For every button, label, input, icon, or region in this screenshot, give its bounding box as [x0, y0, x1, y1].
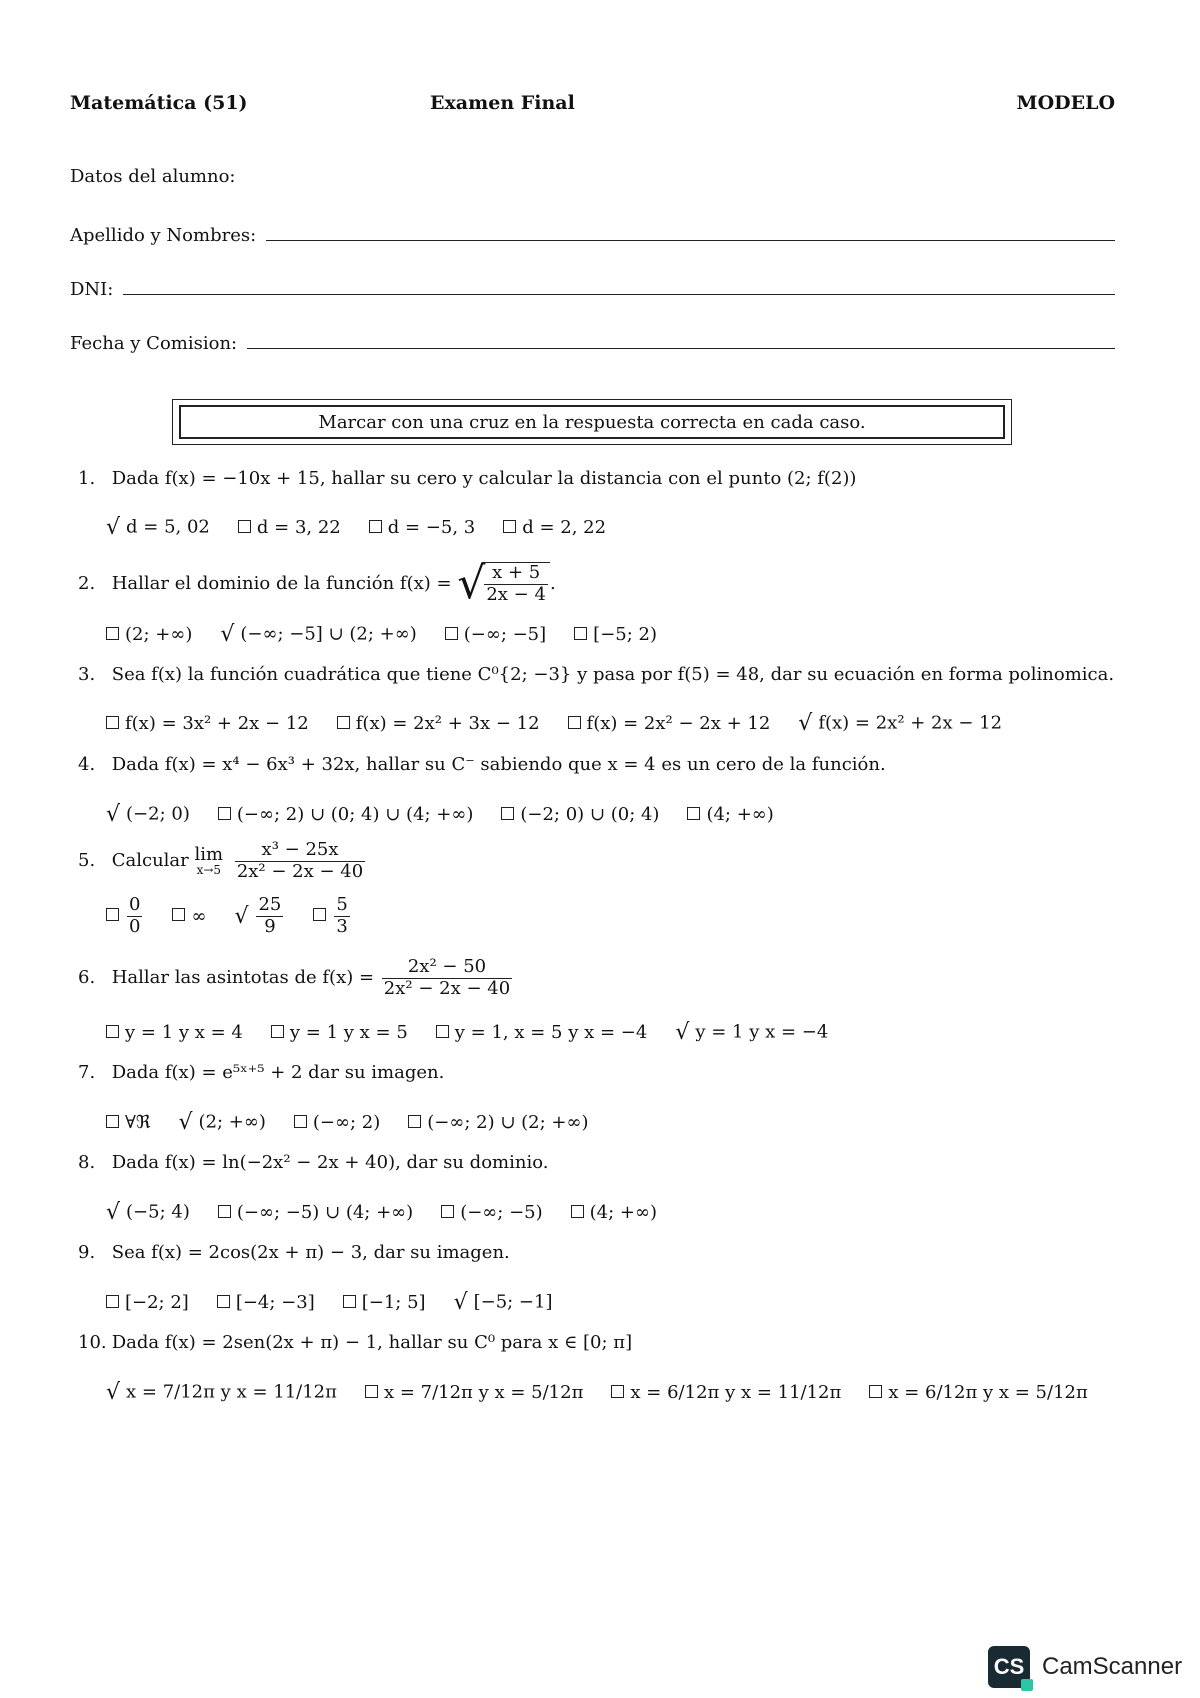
answer-option[interactable] [234, 895, 285, 937]
option-text: (−5; 4) [126, 1201, 190, 1223]
fraction-numerator: 2x² − 50 [382, 957, 512, 979]
checkbox-icon[interactable] [106, 1025, 119, 1038]
answer-option[interactable] [675, 1020, 828, 1045]
question-4 [78, 754, 886, 775]
answer-option[interactable] [408, 1112, 588, 1133]
checkbox-icon[interactable] [343, 1295, 356, 1308]
options-10 [106, 1380, 1116, 1405]
question-7 [78, 1062, 444, 1083]
checkbox-icon[interactable] [217, 1295, 230, 1308]
answer-option[interactable] [106, 1112, 151, 1133]
checkbox-icon[interactable] [503, 520, 516, 533]
answer-option[interactable] [106, 1022, 243, 1043]
checkbox-icon[interactable] [271, 1025, 284, 1038]
option-text: d = 2, 22 [522, 517, 607, 538]
option-text: f(x) = 3x² + 2x − 12 [125, 713, 309, 734]
options-8 [106, 1200, 685, 1225]
radical-icon: √ [457, 558, 486, 609]
check-icon[interactable]: √ [798, 711, 813, 736]
option-text: ∀ℜ [125, 1112, 151, 1133]
limit-subscript: x→5 [196, 863, 222, 878]
question-10 [78, 1332, 632, 1353]
check-icon[interactable]: √ [106, 802, 121, 827]
option-text: ∞ [191, 905, 207, 927]
question-number: 8. [78, 1152, 96, 1173]
option-text: [−2; 2] [125, 1292, 189, 1313]
question-number: 1. [78, 468, 96, 489]
instruction-text: Marcar con una cruz en la respuesta correcta en cada caso. [179, 405, 1005, 439]
question-1 [78, 468, 856, 489]
answer-option[interactable] [238, 517, 341, 538]
dni-label: DNI: [70, 279, 114, 300]
sqrt-expression [457, 558, 550, 609]
question-text: Dada f(x) = x⁴ − 6x³ + 32x, hallar su C⁻ sabiendo que x = 4 es un cero de la función. [111, 754, 886, 775]
question-text: Dada f(x) = 2sen(2x + π) − 1, hallar su C⁰ para x ∈ [0; π] [111, 1332, 633, 1353]
dni-field[interactable] [70, 270, 1115, 300]
answer-option[interactable] [571, 1202, 657, 1223]
option-text: (4; +∞) [589, 1202, 657, 1223]
checkbox-icon[interactable] [294, 1115, 307, 1128]
check-icon[interactable]: √ [178, 1110, 193, 1135]
checkbox-icon[interactable] [445, 627, 458, 640]
option-text: (−2; 0) ∪ (0; 4) [520, 804, 660, 825]
checkbox-icon[interactable] [568, 716, 581, 729]
checkbox-icon[interactable] [611, 1385, 624, 1398]
options-5 [106, 895, 380, 937]
option-text: (−∞; −5) [460, 1202, 543, 1223]
question-8 [78, 1152, 548, 1173]
check-icon[interactable]: √ [220, 622, 235, 647]
option-text: (−∞; 2) [312, 1112, 381, 1133]
options-6 [106, 1020, 856, 1045]
answer-option[interactable] [220, 622, 416, 647]
answer-option[interactable] [369, 517, 475, 538]
answer-option[interactable] [365, 1382, 583, 1403]
name-line[interactable] [266, 239, 1115, 241]
fraction-denominator: 2x² − 2x − 40 [236, 860, 364, 882]
camscanner-logo-icon: CS [988, 1646, 1030, 1688]
answer-option[interactable] [343, 1292, 426, 1313]
checkbox-icon[interactable] [313, 908, 326, 921]
option-text: (−∞; −5] ∪ (2; +∞) [240, 623, 417, 645]
option-text: x = 7/12π y x = 5/12π [383, 1382, 584, 1403]
option-text: y = 1 y x = 4 [125, 1022, 243, 1043]
option-text: f(x) = 2x² + 3x − 12 [355, 713, 540, 734]
option-text: [−1; 5] [361, 1292, 426, 1313]
answer-option[interactable] [106, 1200, 190, 1225]
checkbox-icon[interactable] [369, 520, 382, 533]
dni-line[interactable] [123, 293, 1115, 295]
checkbox-icon[interactable] [441, 1205, 454, 1218]
question-number: 4. [78, 754, 96, 775]
answer-option[interactable] [337, 713, 540, 734]
fraction-denominator: 2x − 4 [486, 584, 546, 605]
question-6 [78, 957, 514, 999]
option-text: (−2; 0) [126, 803, 190, 825]
question-text: Sea f(x) = 2cos(2x + π) − 3, dar su imagen. [111, 1242, 510, 1263]
options-4 [106, 802, 802, 827]
question-text: Dada f(x) = ln(−2x² − 2x + 40), dar su dominio. [111, 1152, 549, 1173]
exam-header [70, 92, 1115, 122]
question-number: 6. [78, 967, 96, 989]
option-text: x = 6/12π y x = 5/12π [888, 1382, 1088, 1403]
answer-option[interactable] [106, 515, 210, 540]
check-icon[interactable]: √ [106, 1200, 121, 1225]
option-text: (−∞; −5) ∪ (4; +∞) [236, 1202, 414, 1223]
option-text: $\frac{0}{0}$ [129, 894, 141, 937]
answer-option[interactable] [172, 906, 206, 927]
checkbox-icon[interactable] [365, 1385, 378, 1398]
question-5 [78, 840, 367, 882]
answer-option[interactable] [798, 711, 1002, 736]
answer-option[interactable] [218, 804, 474, 825]
option-text: [−4; −3] [235, 1292, 315, 1313]
camscanner-watermark [988, 1646, 1182, 1688]
camscanner-text: CamScanner [1042, 1653, 1183, 1680]
answer-option[interactable] [106, 1380, 337, 1405]
options-7 [106, 1110, 617, 1135]
option-text: (−∞; −5] [463, 624, 547, 645]
options-9 [106, 1290, 581, 1315]
exam-title: Examen Final [430, 92, 575, 114]
checkbox-icon[interactable] [106, 1115, 119, 1128]
options-2 [106, 622, 685, 647]
option-text: [−5; −1] [473, 1291, 553, 1313]
student-data-title: Datos del alumno: [70, 166, 236, 187]
option-text: y = 1 y x = −4 [695, 1021, 829, 1043]
fraction-numerator: x³ − 25x [235, 840, 365, 862]
exam-page [70, 0, 1115, 1698]
checkbox-icon[interactable] [501, 807, 514, 820]
answer-option[interactable] [217, 1292, 315, 1313]
option-text: [−5; 2) [593, 624, 657, 645]
answer-option[interactable] [441, 1202, 542, 1223]
question-text: Dada f(x) = e⁵ˣ⁺⁵ + 2 dar su imagen. [111, 1062, 445, 1083]
checkbox-icon[interactable] [436, 1025, 449, 1038]
question-number: 5. [78, 850, 96, 872]
answer-option[interactable] [179, 1110, 266, 1135]
answer-option[interactable] [106, 1292, 189, 1313]
date-label: Fecha y Comision: [70, 333, 238, 354]
fraction-denominator: 2x² − 2x − 40 [383, 977, 511, 999]
answer-option[interactable] [218, 1202, 413, 1223]
answer-option[interactable] [106, 624, 192, 645]
answer-option[interactable] [687, 804, 773, 825]
checkbox-icon[interactable] [218, 807, 231, 820]
answer-option[interactable] [869, 1382, 1087, 1403]
question-number: 3. [78, 664, 96, 685]
checkbox-icon[interactable] [571, 1205, 584, 1218]
check-icon[interactable]: √ [106, 515, 121, 540]
option-text: d = −5, 3 [387, 517, 476, 538]
checkbox-icon[interactable] [408, 1115, 421, 1128]
date-line[interactable] [247, 347, 1115, 349]
check-icon[interactable]: √ [106, 1380, 121, 1405]
answer-option[interactable] [106, 895, 144, 937]
answer-option[interactable] [568, 713, 771, 734]
question-3 [78, 664, 1114, 685]
question-text: Sea f(x) la función cuadrática que tiene C⁰{2; −3} y pasa por f(5) = 48, dar su ecuación en forma polinomica. [111, 664, 1115, 685]
option-text: d = 5, 02 [126, 516, 210, 538]
answer-option[interactable] [454, 1290, 553, 1315]
checkbox-icon[interactable] [106, 908, 119, 921]
option-text: x = 6/12π y x = 11/12π [630, 1382, 842, 1403]
instruction-box [172, 399, 1012, 445]
checkbox-icon[interactable] [106, 716, 119, 729]
check-icon[interactable]: √ [234, 903, 249, 929]
name-label: Apellido y Nombres: [70, 225, 257, 246]
option-text: f(x) = 2x² − 2x + 12 [586, 713, 771, 734]
question-number: 10. [78, 1332, 107, 1353]
option-text: x = 7/12π y x = 11/12π [126, 1381, 337, 1403]
question-text: Calcular [111, 850, 189, 872]
model-label: MODELO [1016, 92, 1115, 114]
option-text: $\frac{25}{9}$ [258, 894, 282, 937]
checkbox-icon[interactable] [106, 627, 119, 640]
option-text: f(x) = 2x² + 2x − 12 [818, 712, 1003, 734]
check-icon[interactable]: √ [675, 1020, 690, 1045]
date-field[interactable] [70, 324, 1115, 354]
check-icon[interactable]: √ [453, 1290, 468, 1315]
name-field[interactable] [70, 216, 1115, 246]
limit-operator [195, 845, 224, 878]
option-text: d = 3, 22 [256, 517, 341, 538]
checkbox-icon[interactable] [172, 908, 185, 921]
option-text: y = 1, x = 5 y x = −4 [454, 1022, 648, 1043]
checkbox-icon[interactable] [337, 716, 350, 729]
answer-option[interactable] [106, 802, 190, 827]
checkbox-icon[interactable] [106, 1295, 119, 1308]
answer-option[interactable] [436, 1022, 648, 1043]
option-text: (−∞; 2) ∪ (2; +∞) [427, 1112, 589, 1133]
fraction-numerator: x + 5 [484, 563, 548, 585]
question-9 [78, 1242, 510, 1263]
checkbox-icon[interactable] [869, 1385, 882, 1398]
options-3 [106, 711, 1030, 736]
checkbox-icon[interactable] [238, 520, 251, 533]
question-text: Hallar las asintotas de f(x) = [111, 967, 375, 989]
question-text: Dada f(x) = −10x + 15, hallar su cero y calcular la distancia con el punto (2; f(2)) [111, 468, 857, 489]
answer-option[interactable] [271, 1022, 408, 1043]
question-text: Hallar el dominio de la función f(x) = [111, 573, 452, 594]
question-number: 9. [78, 1242, 96, 1263]
course-title: Matemática (51) [70, 92, 248, 114]
options-1 [106, 515, 634, 540]
limit-label: lim [194, 843, 224, 865]
answer-option[interactable] [106, 713, 309, 734]
option-text: (2; +∞) [198, 1111, 266, 1133]
answer-option[interactable] [445, 624, 546, 645]
option-text: (2; +∞) [125, 624, 193, 645]
checkbox-icon[interactable] [687, 807, 700, 820]
answer-option[interactable] [294, 1112, 380, 1133]
answer-option[interactable] [611, 1382, 841, 1403]
option-text: $\frac{5}{3}$ [336, 894, 348, 937]
answer-option[interactable] [501, 804, 659, 825]
answer-option[interactable] [503, 517, 606, 538]
question-number: 7. [78, 1062, 96, 1083]
question-2: 2. Hallar el dominio de la función f(x) = √ $\frac{x + 5}{2x - 4}$ . [78, 558, 556, 609]
answer-option[interactable] [574, 624, 657, 645]
option-text: y = 1 y x = 5 [289, 1022, 408, 1043]
option-text: (4; +∞) [706, 804, 774, 825]
checkbox-icon[interactable] [218, 1205, 231, 1218]
question-number: 2. [78, 573, 96, 594]
checkbox-icon[interactable] [574, 627, 587, 640]
answer-option[interactable] [313, 895, 351, 937]
option-text: (−∞; 2) ∪ (0; 4) ∪ (4; +∞) [236, 804, 474, 825]
